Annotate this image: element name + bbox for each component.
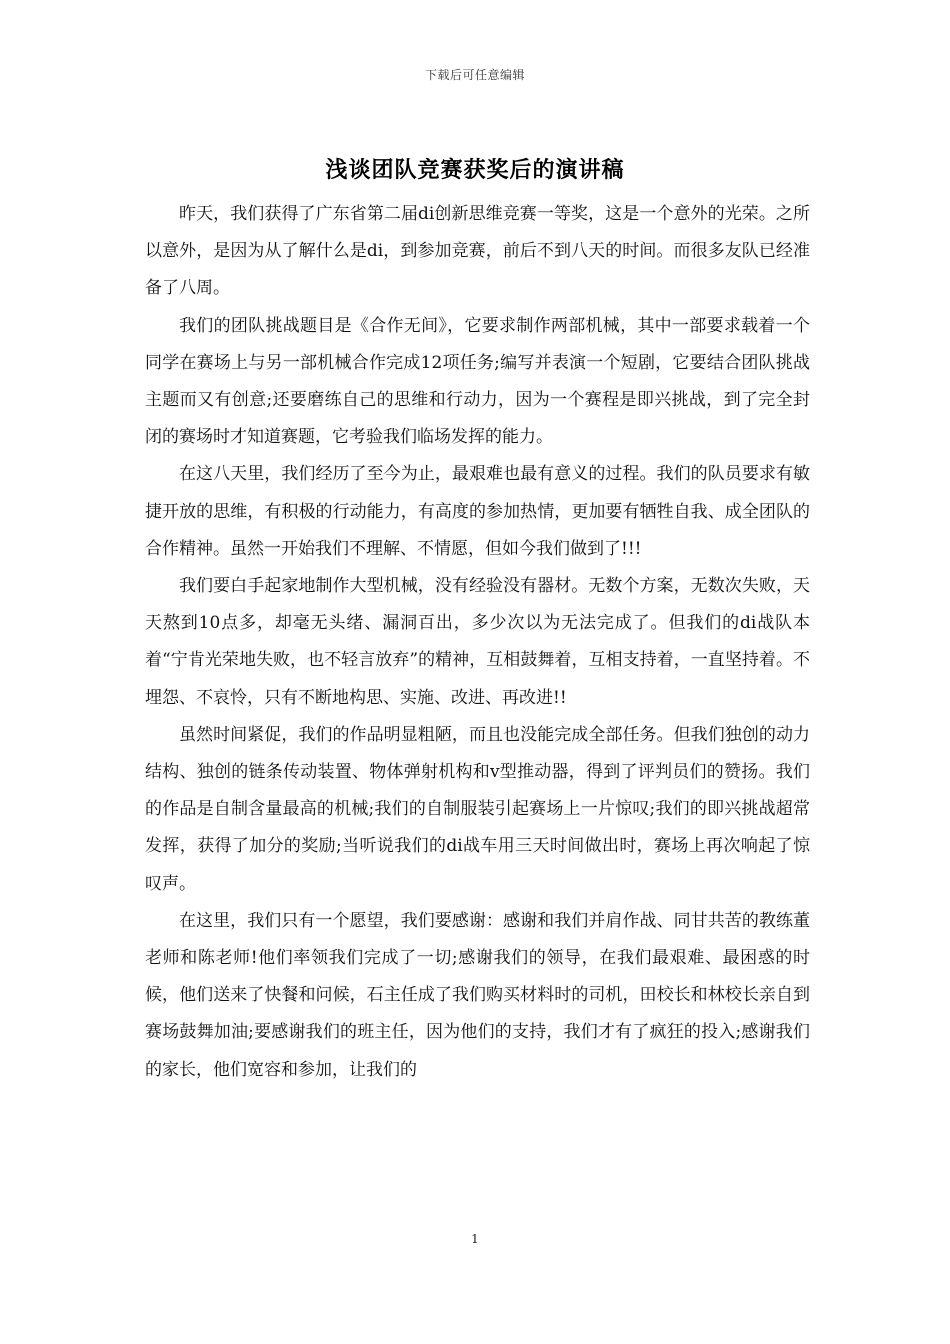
document-title: 浅谈团队竞赛获奖后的演讲稿 <box>325 158 625 183</box>
paragraph-5: 虽然时间紧促，我们的作品明显粗陋，而且也没能完成全部任务。但我们独创的动力结构、独创的链条传动装置、物体弹射机构和v型推动器，得到了评判员们的赞扬。我们的作品是自制含量最高的机械;我们的自制服装引起赛场上一片惊叹;我们的即兴挑战超常发挥，获得了加分的奖励;当听说我们的di战车用三天时间做出时，赛场上再次响起了惊叹声。 <box>145 724 810 894</box>
paragraph-4: 我们要白手起家地制作大型机械，没有经验没有器材。无数个方案，无数次失败，天天熬到10点多，却毫无头绪、漏洞百出，多少次以为无法完成了。但我们的di战队本着“宁肯光荣地失败，也不轻言放弃”的精神，互相鼓舞着，互相支持着，一直坚持着。不埋怨、不哀怜，只有不断地构思、实施、改进、再改进!! <box>145 576 810 708</box>
paragraph-6: 在这里，我们只有一个愿望，我们要感谢：感谢和我们并肩作战、同甘共苦的教练董老师和陈老师!他们率领我们完成了一切;感谢我们的领导，在我们最艰难、最困惑的时候，他们送来了快餐和问候，石主任成了我们购买材料时的司机，田校长和林校长亲自到赛场鼓舞加油;要感谢我们的班主任，因为他们的支持，我们才有了疯狂的投入;感谢我们的家长，他们宽容和参加，让我们的 <box>145 910 810 1080</box>
paragraph-1: 昨天，我们获得了广东省第二届di创新思维竞赛一等奖，这是一个意外的光荣。之所以意外，是因为从了解什么是di，到参加竞赛，前后不到八天的时间。而很多友队已经准备了八周。 <box>145 204 810 299</box>
paragraph-2: 我们的团队挑战题目是《合作无间》，它要求制作两部机械，其中一部要求载着一个同学在赛场上与另一部机械合作完成12项任务;编写并表演一个短剧，它要结合团队挑战主题而又有创意;还要磨练自己的思维和行动力，因为一个赛程是即兴挑战，到了完全封闭的赛场时才知道赛题，它考验我们临场发挥的能力。 <box>145 315 810 448</box>
page-number: 1 <box>471 1232 479 1246</box>
document-body <box>145 196 810 1089</box>
paragraph-3: 在这八天里，我们经历了至今为止，最艰难也最有意义的过程。我们的队员要求有敏捷开放的思维，有积极的行动能力，有高度的参加热情，更加要有牺牲自我、成全团队的合作精神。虽然一开始我们不理解、不情愿，但如今我们做到了!!! <box>145 464 810 559</box>
header-note: 下载后可任意编辑 <box>424 68 525 82</box>
